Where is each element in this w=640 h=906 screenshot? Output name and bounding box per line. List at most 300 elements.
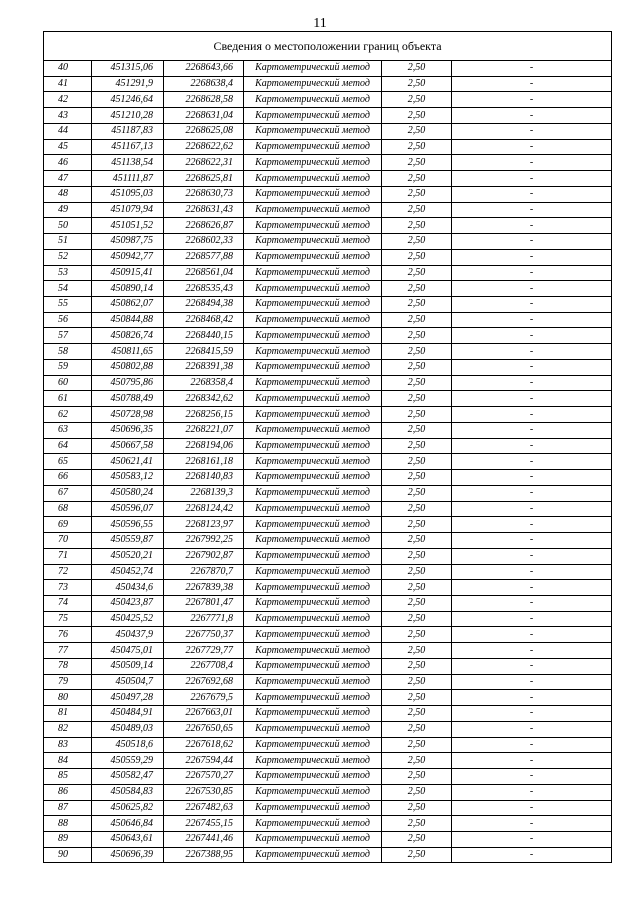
- y-coordinate-cell: 2268342,62: [164, 391, 244, 407]
- method-cell: Картометрический метод: [244, 375, 382, 391]
- point-number-cell: 42: [44, 92, 92, 108]
- description-cell: -: [452, 123, 612, 139]
- table-row: [44, 359, 612, 375]
- point-number-cell: 46: [44, 155, 92, 171]
- point-number-cell: 58: [44, 344, 92, 360]
- y-coordinate-cell: 2267388,95: [164, 847, 244, 863]
- table-row: [44, 123, 612, 139]
- point-number-cell: 40: [44, 61, 92, 77]
- x-coordinate-cell: 450475,01: [92, 643, 164, 659]
- point-number-cell: 53: [44, 265, 92, 281]
- x-coordinate-cell: 450862,07: [92, 297, 164, 313]
- description-cell: -: [452, 485, 612, 501]
- precision-cell: 2,50: [382, 359, 452, 375]
- point-number-cell: 66: [44, 470, 92, 486]
- description-cell: -: [452, 281, 612, 297]
- precision-cell: 2,50: [382, 564, 452, 580]
- table-row: [44, 564, 612, 580]
- table-row: [44, 92, 612, 108]
- method-cell: Картометрический метод: [244, 831, 382, 847]
- x-coordinate-cell: 450621,41: [92, 454, 164, 470]
- x-coordinate-cell: 450788,49: [92, 391, 164, 407]
- table-row: [44, 706, 612, 722]
- table-row: [44, 611, 612, 627]
- y-coordinate-cell: 2268256,15: [164, 407, 244, 423]
- y-coordinate-cell: 2268494,38: [164, 297, 244, 313]
- precision-cell: 2,50: [382, 690, 452, 706]
- method-cell: Картометрический метод: [244, 76, 382, 92]
- x-coordinate-cell: 451291,9: [92, 76, 164, 92]
- x-coordinate-cell: 450582,47: [92, 769, 164, 785]
- boundary-coordinates-table: [43, 31, 612, 863]
- y-coordinate-cell: 2267771,8: [164, 611, 244, 627]
- description-cell: -: [452, 76, 612, 92]
- x-coordinate-cell: 451095,03: [92, 186, 164, 202]
- y-coordinate-cell: 2267455,15: [164, 816, 244, 832]
- x-coordinate-cell: 450484,91: [92, 706, 164, 722]
- precision-cell: 2,50: [382, 76, 452, 92]
- y-coordinate-cell: 2267594,44: [164, 753, 244, 769]
- precision-cell: 2,50: [382, 501, 452, 517]
- point-number-cell: 89: [44, 831, 92, 847]
- precision-cell: 2,50: [382, 769, 452, 785]
- y-coordinate-cell: 2268622,62: [164, 139, 244, 155]
- precision-cell: 2,50: [382, 658, 452, 674]
- precision-cell: 2,50: [382, 847, 452, 863]
- point-number-cell: 56: [44, 312, 92, 328]
- description-cell: -: [452, 627, 612, 643]
- y-coordinate-cell: 2268123,97: [164, 517, 244, 533]
- description-cell: -: [452, 297, 612, 313]
- precision-cell: 2,50: [382, 202, 452, 218]
- description-cell: -: [452, 737, 612, 753]
- method-cell: Картометрический метод: [244, 139, 382, 155]
- x-coordinate-cell: 451079,94: [92, 202, 164, 218]
- method-cell: Картометрический метод: [244, 312, 382, 328]
- precision-cell: 2,50: [382, 186, 452, 202]
- x-coordinate-cell: 450728,98: [92, 407, 164, 423]
- method-cell: Картометрический метод: [244, 438, 382, 454]
- y-coordinate-cell: 2267679,5: [164, 690, 244, 706]
- method-cell: Картометрический метод: [244, 816, 382, 832]
- y-coordinate-cell: 2268630,73: [164, 186, 244, 202]
- y-coordinate-cell: 2268221,07: [164, 422, 244, 438]
- method-cell: Картометрический метод: [244, 281, 382, 297]
- description-cell: -: [452, 108, 612, 124]
- y-coordinate-cell: 2268415,59: [164, 344, 244, 360]
- precision-cell: 2,50: [382, 737, 452, 753]
- point-number-cell: 90: [44, 847, 92, 863]
- precision-cell: 2,50: [382, 831, 452, 847]
- x-coordinate-cell: 450696,39: [92, 847, 164, 863]
- precision-cell: 2,50: [382, 627, 452, 643]
- method-cell: Картометрический метод: [244, 517, 382, 533]
- table-row: [44, 265, 612, 281]
- x-coordinate-cell: 450423,87: [92, 595, 164, 611]
- table-row: [44, 658, 612, 674]
- table-row: [44, 831, 612, 847]
- point-number-cell: 71: [44, 548, 92, 564]
- y-coordinate-cell: 2268631,04: [164, 108, 244, 124]
- description-cell: -: [452, 611, 612, 627]
- y-coordinate-cell: 2268468,42: [164, 312, 244, 328]
- y-coordinate-cell: 2267618,62: [164, 737, 244, 753]
- description-cell: -: [452, 580, 612, 596]
- table-row: [44, 61, 612, 77]
- point-number-cell: 82: [44, 721, 92, 737]
- point-number-cell: 41: [44, 76, 92, 92]
- method-cell: Картометрический метод: [244, 297, 382, 313]
- precision-cell: 2,50: [382, 108, 452, 124]
- description-cell: -: [452, 721, 612, 737]
- x-coordinate-cell: 451138,54: [92, 155, 164, 171]
- method-cell: Картометрический метод: [244, 737, 382, 753]
- method-cell: Картометрический метод: [244, 407, 382, 423]
- x-coordinate-cell: 450509,14: [92, 658, 164, 674]
- description-cell: -: [452, 674, 612, 690]
- method-cell: Картометрический метод: [244, 706, 382, 722]
- description-cell: -: [452, 658, 612, 674]
- description-cell: -: [452, 155, 612, 171]
- method-cell: Картометрический метод: [244, 769, 382, 785]
- y-coordinate-cell: 2267663,01: [164, 706, 244, 722]
- description-cell: -: [452, 690, 612, 706]
- description-cell: -: [452, 171, 612, 187]
- point-number-cell: 60: [44, 375, 92, 391]
- table-row: [44, 407, 612, 423]
- description-cell: -: [452, 643, 612, 659]
- precision-cell: 2,50: [382, 249, 452, 265]
- precision-cell: 2,50: [382, 674, 452, 690]
- x-coordinate-cell: 450844,88: [92, 312, 164, 328]
- point-number-cell: 65: [44, 454, 92, 470]
- x-coordinate-cell: 450795,86: [92, 375, 164, 391]
- y-coordinate-cell: 2268626,87: [164, 218, 244, 234]
- precision-cell: 2,50: [382, 344, 452, 360]
- point-number-cell: 50: [44, 218, 92, 234]
- point-number-cell: 73: [44, 580, 92, 596]
- point-number-cell: 52: [44, 249, 92, 265]
- x-coordinate-cell: 450802,88: [92, 359, 164, 375]
- y-coordinate-cell: 2268631,43: [164, 202, 244, 218]
- description-cell: -: [452, 328, 612, 344]
- description-cell: -: [452, 533, 612, 549]
- x-coordinate-cell: 450584,83: [92, 784, 164, 800]
- table-row: [44, 643, 612, 659]
- method-cell: Картометрический метод: [244, 123, 382, 139]
- table-row: [44, 391, 612, 407]
- y-coordinate-cell: 2267530,85: [164, 784, 244, 800]
- table-row: [44, 501, 612, 517]
- description-cell: -: [452, 800, 612, 816]
- point-number-cell: 85: [44, 769, 92, 785]
- table-row: [44, 139, 612, 155]
- y-coordinate-cell: 2268577,88: [164, 249, 244, 265]
- table-header-row: [44, 32, 612, 61]
- table-row: [44, 548, 612, 564]
- precision-cell: 2,50: [382, 470, 452, 486]
- method-cell: Картометрический метод: [244, 202, 382, 218]
- method-cell: Картометрический метод: [244, 501, 382, 517]
- method-cell: Картометрический метод: [244, 658, 382, 674]
- table-row: [44, 769, 612, 785]
- table-row: [44, 690, 612, 706]
- description-cell: -: [452, 595, 612, 611]
- table-row: [44, 375, 612, 391]
- method-cell: Картометрический метод: [244, 753, 382, 769]
- precision-cell: 2,50: [382, 375, 452, 391]
- x-coordinate-cell: 450596,55: [92, 517, 164, 533]
- point-number-cell: 45: [44, 139, 92, 155]
- x-coordinate-cell: 450489,03: [92, 721, 164, 737]
- description-cell: -: [452, 454, 612, 470]
- x-coordinate-cell: 450643,61: [92, 831, 164, 847]
- y-coordinate-cell: 2267570,27: [164, 769, 244, 785]
- point-number-cell: 76: [44, 627, 92, 643]
- x-coordinate-cell: 450559,29: [92, 753, 164, 769]
- description-cell: -: [452, 753, 612, 769]
- y-coordinate-cell: 2268535,43: [164, 281, 244, 297]
- y-coordinate-cell: 2267801,47: [164, 595, 244, 611]
- precision-cell: 2,50: [382, 92, 452, 108]
- description-cell: -: [452, 517, 612, 533]
- y-coordinate-cell: 2267441,46: [164, 831, 244, 847]
- description-cell: -: [452, 92, 612, 108]
- x-coordinate-cell: 450520,21: [92, 548, 164, 564]
- method-cell: Картометрический метод: [244, 721, 382, 737]
- x-coordinate-cell: 450696,35: [92, 422, 164, 438]
- table-row: [44, 816, 612, 832]
- y-coordinate-cell: 2268358,4: [164, 375, 244, 391]
- description-cell: -: [452, 186, 612, 202]
- point-number-cell: 84: [44, 753, 92, 769]
- table-row: [44, 297, 612, 313]
- point-number-cell: 54: [44, 281, 92, 297]
- point-number-cell: 72: [44, 564, 92, 580]
- point-number-cell: 75: [44, 611, 92, 627]
- method-cell: Картометрический метод: [244, 800, 382, 816]
- table-row: [44, 312, 612, 328]
- x-coordinate-cell: 450559,87: [92, 533, 164, 549]
- y-coordinate-cell: 2268622,31: [164, 155, 244, 171]
- table-row: [44, 533, 612, 549]
- table-row: [44, 847, 612, 863]
- method-cell: Картометрический метод: [244, 611, 382, 627]
- x-coordinate-cell: 450667,58: [92, 438, 164, 454]
- precision-cell: 2,50: [382, 312, 452, 328]
- y-coordinate-cell: 2268638,4: [164, 76, 244, 92]
- table-row: [44, 234, 612, 250]
- precision-cell: 2,50: [382, 234, 452, 250]
- method-cell: Картометрический метод: [244, 155, 382, 171]
- description-cell: -: [452, 218, 612, 234]
- point-number-cell: 44: [44, 123, 92, 139]
- x-coordinate-cell: 451167,13: [92, 139, 164, 155]
- method-cell: Картометрический метод: [244, 344, 382, 360]
- y-coordinate-cell: 2268643,66: [164, 61, 244, 77]
- method-cell: Картометрический метод: [244, 674, 382, 690]
- precision-cell: 2,50: [382, 784, 452, 800]
- table-row: [44, 281, 612, 297]
- description-cell: -: [452, 139, 612, 155]
- table-row: [44, 422, 612, 438]
- x-coordinate-cell: 450504,7: [92, 674, 164, 690]
- method-cell: Картометрический метод: [244, 422, 382, 438]
- table-row: [44, 470, 612, 486]
- precision-cell: 2,50: [382, 139, 452, 155]
- point-number-cell: 69: [44, 517, 92, 533]
- x-coordinate-cell: 450452,74: [92, 564, 164, 580]
- point-number-cell: 49: [44, 202, 92, 218]
- table-row: [44, 737, 612, 753]
- method-cell: Картометрический метод: [244, 92, 382, 108]
- point-number-cell: 63: [44, 422, 92, 438]
- table-row: [44, 186, 612, 202]
- y-coordinate-cell: 2267729,77: [164, 643, 244, 659]
- precision-cell: 2,50: [382, 454, 452, 470]
- point-number-cell: 51: [44, 234, 92, 250]
- method-cell: Картометрический метод: [244, 186, 382, 202]
- table-row: [44, 784, 612, 800]
- table-row: [44, 249, 612, 265]
- description-cell: -: [452, 265, 612, 281]
- precision-cell: 2,50: [382, 517, 452, 533]
- method-cell: Картометрический метод: [244, 643, 382, 659]
- precision-cell: 2,50: [382, 297, 452, 313]
- precision-cell: 2,50: [382, 391, 452, 407]
- method-cell: Картометрический метод: [244, 218, 382, 234]
- table-row: [44, 76, 612, 92]
- method-cell: Картометрический метод: [244, 485, 382, 501]
- y-coordinate-cell: 2267750,37: [164, 627, 244, 643]
- precision-cell: 2,50: [382, 407, 452, 423]
- description-cell: -: [452, 375, 612, 391]
- table-row: [44, 454, 612, 470]
- y-coordinate-cell: 2267839,38: [164, 580, 244, 596]
- description-cell: -: [452, 422, 612, 438]
- y-coordinate-cell: 2268140,83: [164, 470, 244, 486]
- x-coordinate-cell: 451187,83: [92, 123, 164, 139]
- x-coordinate-cell: 450942,77: [92, 249, 164, 265]
- precision-cell: 2,50: [382, 800, 452, 816]
- description-cell: -: [452, 564, 612, 580]
- y-coordinate-cell: 2268625,08: [164, 123, 244, 139]
- method-cell: Картометрический метод: [244, 328, 382, 344]
- y-coordinate-cell: 2268161,18: [164, 454, 244, 470]
- point-number-cell: 57: [44, 328, 92, 344]
- method-cell: Картометрический метод: [244, 533, 382, 549]
- point-number-cell: 68: [44, 501, 92, 517]
- x-coordinate-cell: 450434,6: [92, 580, 164, 596]
- precision-cell: 2,50: [382, 155, 452, 171]
- y-coordinate-cell: 2268628,58: [164, 92, 244, 108]
- description-cell: -: [452, 501, 612, 517]
- table-row: [44, 517, 612, 533]
- y-coordinate-cell: 2268602,33: [164, 234, 244, 250]
- precision-cell: 2,50: [382, 438, 452, 454]
- x-coordinate-cell: 450625,82: [92, 800, 164, 816]
- y-coordinate-cell: 2268139,3: [164, 485, 244, 501]
- method-cell: Картометрический метод: [244, 171, 382, 187]
- method-cell: Картометрический метод: [244, 564, 382, 580]
- precision-cell: 2,50: [382, 643, 452, 659]
- y-coordinate-cell: 2268391,38: [164, 359, 244, 375]
- description-cell: -: [452, 438, 612, 454]
- method-cell: Картометрический метод: [244, 470, 382, 486]
- y-coordinate-cell: 2267870,7: [164, 564, 244, 580]
- precision-cell: 2,50: [382, 580, 452, 596]
- table-row: [44, 155, 612, 171]
- precision-cell: 2,50: [382, 595, 452, 611]
- description-cell: -: [452, 407, 612, 423]
- x-coordinate-cell: 451210,28: [92, 108, 164, 124]
- x-coordinate-cell: 450987,75: [92, 234, 164, 250]
- y-coordinate-cell: 2268561,04: [164, 265, 244, 281]
- x-coordinate-cell: 450518,6: [92, 737, 164, 753]
- method-cell: Картометрический метод: [244, 548, 382, 564]
- method-cell: Картометрический метод: [244, 454, 382, 470]
- y-coordinate-cell: 2268194,06: [164, 438, 244, 454]
- description-cell: -: [452, 470, 612, 486]
- method-cell: Картометрический метод: [244, 108, 382, 124]
- method-cell: Картометрический метод: [244, 391, 382, 407]
- y-coordinate-cell: 2267482,63: [164, 800, 244, 816]
- y-coordinate-cell: 2267650,65: [164, 721, 244, 737]
- description-cell: -: [452, 312, 612, 328]
- x-coordinate-cell: 450890,14: [92, 281, 164, 297]
- method-cell: Картометрический метод: [244, 234, 382, 250]
- table-row: [44, 674, 612, 690]
- point-number-cell: 87: [44, 800, 92, 816]
- precision-cell: 2,50: [382, 123, 452, 139]
- description-cell: -: [452, 706, 612, 722]
- point-number-cell: 43: [44, 108, 92, 124]
- page-number: 11: [313, 16, 327, 31]
- y-coordinate-cell: 2267692,68: [164, 674, 244, 690]
- method-cell: Картометрический метод: [244, 265, 382, 281]
- x-coordinate-cell: 450425,52: [92, 611, 164, 627]
- y-coordinate-cell: 2267708,4: [164, 658, 244, 674]
- x-coordinate-cell: 450826,74: [92, 328, 164, 344]
- point-number-cell: 74: [44, 595, 92, 611]
- x-coordinate-cell: 450437,9: [92, 627, 164, 643]
- precision-cell: 2,50: [382, 281, 452, 297]
- table-row: [44, 627, 612, 643]
- method-cell: Картометрический метод: [244, 61, 382, 77]
- method-cell: Картометрический метод: [244, 627, 382, 643]
- precision-cell: 2,50: [382, 816, 452, 832]
- description-cell: -: [452, 344, 612, 360]
- x-coordinate-cell: 451246,64: [92, 92, 164, 108]
- table-row: [44, 595, 612, 611]
- y-coordinate-cell: 2267902,87: [164, 548, 244, 564]
- y-coordinate-cell: 2268440,15: [164, 328, 244, 344]
- method-cell: Картометрический метод: [244, 580, 382, 596]
- method-cell: Картометрический метод: [244, 847, 382, 863]
- table-row: [44, 108, 612, 124]
- point-number-cell: 79: [44, 674, 92, 690]
- precision-cell: 2,50: [382, 265, 452, 281]
- table-row: [44, 753, 612, 769]
- description-cell: -: [452, 61, 612, 77]
- y-coordinate-cell: 2268124,42: [164, 501, 244, 517]
- point-number-cell: 55: [44, 297, 92, 313]
- method-cell: Картометрический метод: [244, 249, 382, 265]
- method-cell: Картометрический метод: [244, 784, 382, 800]
- point-number-cell: 88: [44, 816, 92, 832]
- description-cell: -: [452, 816, 612, 832]
- x-coordinate-cell: 450596,07: [92, 501, 164, 517]
